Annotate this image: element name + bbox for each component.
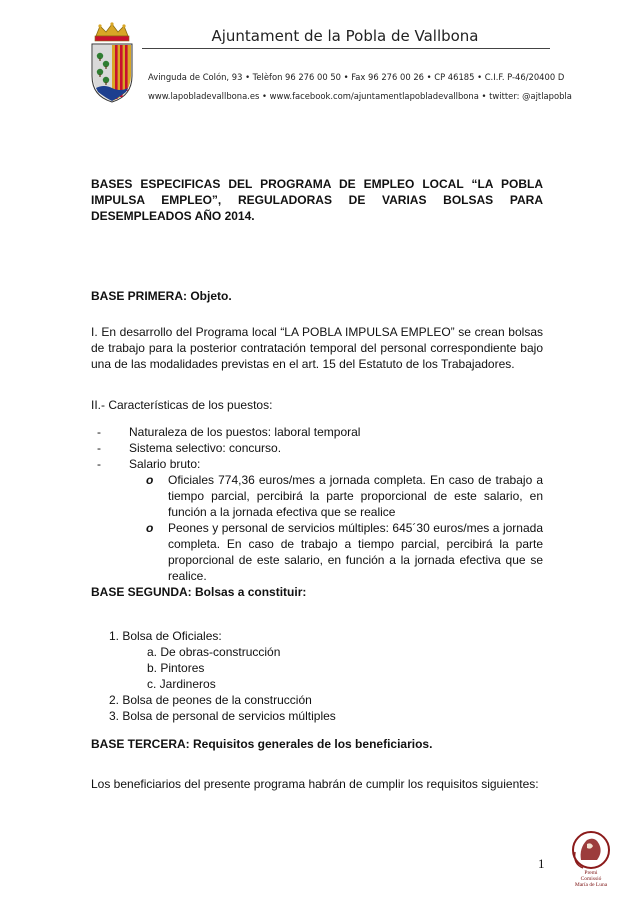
document-title-line: DESEMPLEADOS AÑO 2014. [91,209,255,223]
seal-caption-line: María de Luna [574,882,608,888]
base1-paragraph: I. En desarrollo del Programa local “LA POBLA IMPULSA EMPLEO” se crean bolsas de trabajo para la posterior contratación temporal del personal correspondiente bajo una de las modalidades previstas en el art. 15 del Estatuto de los Trabajadores. [91,325,543,371]
page-number: 1 [538,856,545,871]
document-title-line: IMPULSA EMPLEO”, REGULADORAS DE VARIAS BOLSAS PARA [91,193,543,207]
list-item: c. Jardineros [147,677,216,691]
header-divider [142,48,550,49]
base1-subheading: II.- Características de los puestos: [91,398,273,412]
institution-title: Ajuntament de la Pobla de Vallbona [211,27,479,45]
list-item [91,520,543,584]
bullet-marker: o [146,521,154,535]
base3-paragraph: Los beneficiarios del presente programa habrán de cumplir los requisitos siguientes: [91,777,539,791]
document-title-line: BASES ESPECIFICAS DEL PROGRAMA DE EMPLEO LOCAL “LA POBLA [91,177,543,191]
seal-caption-line: Comissió [580,876,602,882]
base3-heading: BASE TERCERA: Requisitos generales de los beneficiarios. [91,737,433,751]
list-item: 1. Bolsa de Oficiales: [109,629,222,643]
features-list [91,424,543,584]
municipal-crest-icon [88,22,136,104]
list-item: a. De obras-construcción [147,645,281,659]
list-item: b. Pintores [147,661,205,675]
header-web-links: www.lapobladevallbona.es • www.facebook.com/ajuntamentlapobladevallbona • twitter: @ajtlapobla [148,91,572,101]
list-item: 3. Bolsa de personal de servicios múltiples [109,709,336,723]
salary-text: Oficiales 774,36 euros/mes a jornada completa. En caso de trabajo a tiempo parcial, percibirá la parte proporcional de este salario, en función a la jornada efectiva que se realice [168,473,543,519]
list-item: 2. Bolsa de peones de la construcción [109,693,312,707]
list-item: - Naturaleza de los puestos: laboral temporal [91,424,543,440]
seal-caption [567,870,615,888]
base2-heading: BASE SEGUNDA: Bolsas a constituir: [91,585,307,599]
document-title [91,176,543,224]
header-address: Avinguda de Colón, 93 • Telèfon 96 276 00 50 • Fax 96 276 00 26 • CP 46185 • C.I.F. P-46/20400 D [148,72,565,82]
bolsas-list [91,628,543,724]
bullet-marker: o [146,473,154,487]
list-item [91,472,543,520]
seal-caption-line: Premi [584,870,598,876]
list-item: - Salario bruto: [91,456,543,472]
list-item: - Sistema selectivo: concurso. [91,440,543,456]
salary-text: Peones y personal de servicios múltiples: 645´30 euros/mes a jornada completa. En caso de trabajo a tiempo parcial, percibirá la parte proporcional de este salario, en función a la jornada efectiva que se realice. [168,521,543,583]
base1-heading: BASE PRIMERA: Objeto. [91,289,232,303]
